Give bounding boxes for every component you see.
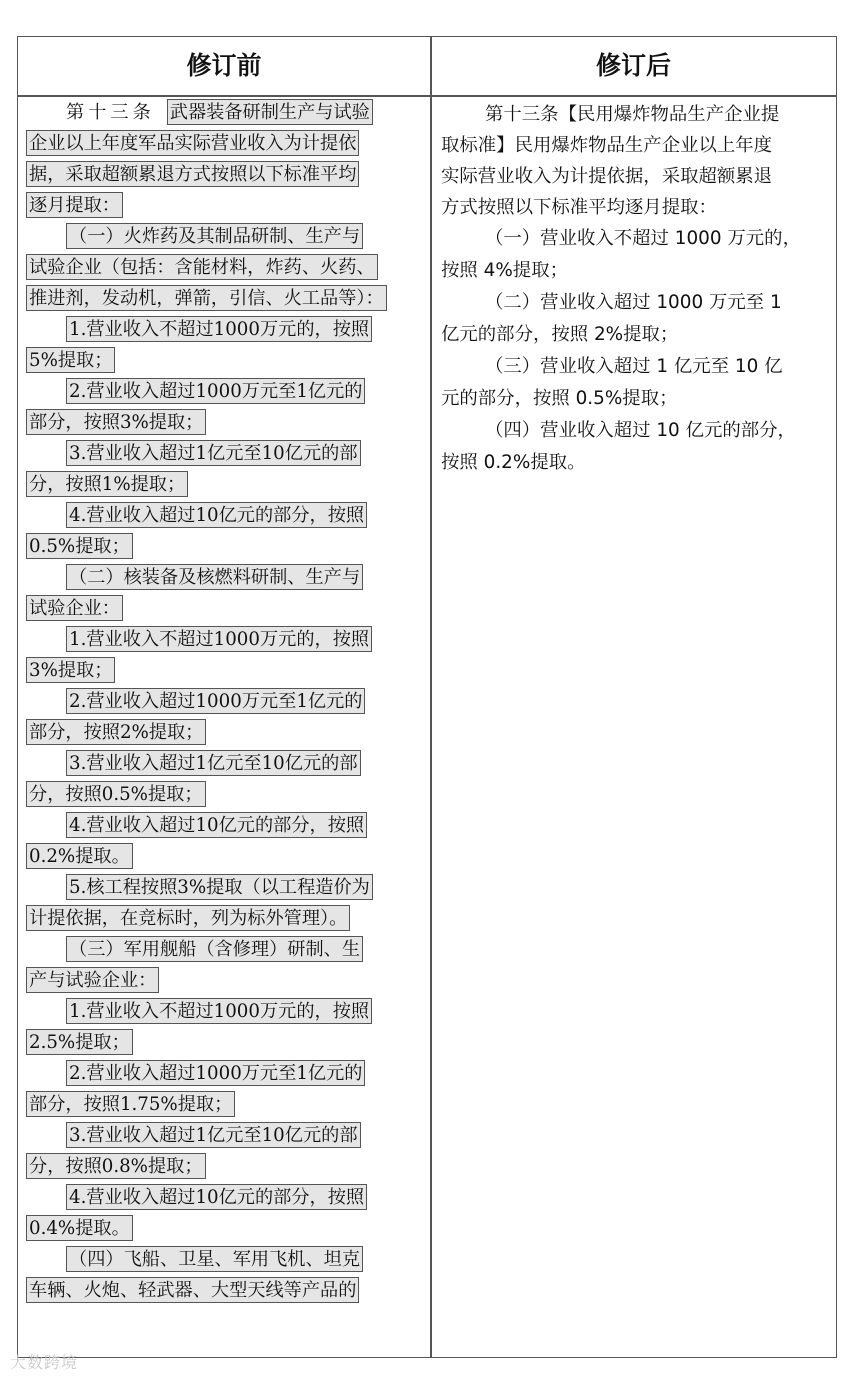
before-line bbox=[26, 501, 422, 532]
deleted-text: 逐月提取： bbox=[26, 192, 123, 218]
deleted-text: 据，采取超额累退方式按照以下标准平均 bbox=[26, 161, 359, 187]
before-line bbox=[26, 718, 422, 749]
after-line: 按照 0.2%提取。 bbox=[441, 452, 586, 473]
after-line: 第十三条【民用爆炸物品生产企业提 bbox=[485, 104, 780, 125]
after-line: （三）营业收入超过 1 亿元至 10 亿 bbox=[485, 356, 783, 377]
deleted-text: 5.核工程按照3%提取（以工程造价为 bbox=[66, 874, 373, 900]
before-line bbox=[26, 1121, 422, 1152]
deleted-text: 0.4%提取。 bbox=[26, 1215, 133, 1241]
before-line bbox=[26, 1059, 422, 1090]
deleted-text: 试验企业： bbox=[26, 595, 123, 621]
before-line bbox=[26, 1183, 422, 1214]
deleted-text: 3.营业收入超过1亿元至10亿元的部 bbox=[66, 1122, 361, 1148]
deleted-text: 分，按照0.5%提取； bbox=[26, 781, 206, 807]
before-line bbox=[26, 191, 422, 222]
deleted-text: 分，按照1%提取； bbox=[26, 471, 188, 497]
deleted-text: 2.营业收入超过1000万元至1亿元的 bbox=[66, 688, 365, 714]
before-line bbox=[26, 625, 422, 656]
before-line bbox=[26, 842, 422, 873]
before-column bbox=[26, 98, 422, 1338]
before-line bbox=[26, 222, 422, 253]
before-line bbox=[26, 532, 422, 563]
before-line bbox=[26, 1307, 422, 1338]
before-line bbox=[26, 377, 422, 408]
after-line: 实际营业收入为计提依据，采取超额累退 bbox=[441, 166, 773, 187]
before-line bbox=[26, 253, 422, 284]
before-line bbox=[26, 470, 422, 501]
deleted-text: 2.5%提取； bbox=[26, 1029, 133, 1055]
deleted-text: 部分，按照1.75%提取； bbox=[26, 1091, 235, 1117]
after-line: 方式按照以下标准平均逐月提取： bbox=[441, 197, 717, 218]
before-line bbox=[26, 98, 422, 129]
deleted-text: （一）火炸药及其制品研制、生产与 bbox=[66, 223, 363, 249]
deleted-text: （三）军用舰船（含修理）研制、生 bbox=[66, 936, 363, 962]
before-line bbox=[26, 439, 422, 470]
after-line: （二）营业收入超过 1000 万元至 1 bbox=[485, 292, 782, 313]
header-after: 修订后 bbox=[595, 51, 671, 80]
before-line bbox=[26, 1090, 422, 1121]
after-line: 按照 4%提取； bbox=[441, 260, 568, 281]
comparison-table bbox=[17, 36, 837, 1358]
before-line bbox=[26, 687, 422, 718]
after-line: 亿元的部分，按照 2%提取； bbox=[441, 324, 679, 345]
deleted-text: 5%提取； bbox=[26, 347, 115, 373]
deleted-text: 推进剂，发动机，弹箭，引信、火工品等）： bbox=[26, 285, 387, 311]
before-line bbox=[26, 594, 422, 625]
deleted-text: 3%提取； bbox=[26, 657, 115, 683]
before-line bbox=[26, 563, 422, 594]
watermark: 大数跨境 bbox=[10, 1353, 79, 1372]
after-column bbox=[441, 99, 829, 479]
deleted-text: 部分，按照2%提取； bbox=[26, 719, 206, 745]
before-line bbox=[26, 1276, 422, 1307]
before-line bbox=[26, 315, 422, 346]
before-line bbox=[26, 811, 422, 842]
before-line bbox=[26, 997, 422, 1028]
before-line bbox=[26, 780, 422, 811]
deleted-text: 0.5%提取； bbox=[26, 533, 133, 559]
before-line bbox=[26, 656, 422, 687]
deleted-text: 计提依据，在竞标时，列为标外管理）。 bbox=[26, 905, 350, 931]
deleted-text: 3.营业收入超过1亿元至10亿元的部 bbox=[66, 750, 361, 776]
before-line bbox=[26, 408, 422, 439]
deleted-text: 0.2%提取。 bbox=[26, 843, 133, 869]
deleted-text: 产与试验企业： bbox=[26, 967, 159, 993]
deleted-text: 企业以上年度军品实际营业收入为计提依 bbox=[26, 130, 359, 156]
before-line bbox=[26, 1214, 422, 1245]
deleted-text: 4.营业收入超过10亿元的部分，按照 bbox=[66, 812, 367, 838]
header-divider bbox=[18, 95, 836, 97]
before-line bbox=[26, 966, 422, 997]
deleted-text: 4.营业收入超过10亿元的部分，按照 bbox=[66, 502, 367, 528]
deleted-text: 分，按照0.8%提取； bbox=[26, 1153, 206, 1179]
before-line bbox=[26, 873, 422, 904]
before-line bbox=[26, 904, 422, 935]
before-line bbox=[26, 346, 422, 377]
after-line: （一）营业收入不超过 1000 万元的， bbox=[485, 228, 801, 249]
deleted-text: 部分，按照3%提取； bbox=[26, 409, 206, 435]
deleted-text: 1.营业收入不超过1000万元的，按照 bbox=[66, 998, 372, 1024]
deleted-text: （四）飞船、卫星、军用飞机、坦克 bbox=[66, 1246, 363, 1272]
before-line bbox=[26, 1152, 422, 1183]
deleted-text: 2.营业收入超过1000万元至1亿元的 bbox=[66, 1060, 365, 1086]
deleted-text: （二）核装备及核燃料研制、生产与 bbox=[66, 564, 363, 590]
after-line: 元的部分，按照 0.5%提取； bbox=[441, 388, 678, 409]
before-line bbox=[26, 749, 422, 780]
deleted-text: 3.营业收入超过1亿元至10亿元的部 bbox=[66, 440, 361, 466]
deleted-text: 4.营业收入超过10亿元的部分，按照 bbox=[66, 1184, 367, 1210]
deleted-text: 车辆、火炮、轻武器、大型天线等产品的 bbox=[26, 1277, 359, 1303]
deleted-text: 1.营业收入不超过1000万元的，按照 bbox=[66, 316, 372, 342]
deleted-text: 2.营业收入超过1000万元至1亿元的 bbox=[66, 378, 365, 404]
article-number: 第十三条 bbox=[66, 102, 155, 123]
deleted-text: 试验企业（包括：含能材料，炸药、火药、 bbox=[26, 254, 378, 280]
header-before: 修订前 bbox=[186, 51, 262, 80]
before-line bbox=[26, 160, 422, 191]
after-line: 取标准】民用爆炸物品生产企业以上年度 bbox=[441, 135, 773, 156]
deleted-text: 武器装备研制生产与试验 bbox=[167, 99, 373, 125]
after-line: （四）营业收入超过 10 亿元的部分， bbox=[485, 420, 796, 441]
before-line bbox=[26, 935, 422, 966]
before-line bbox=[26, 129, 422, 160]
column-divider bbox=[430, 37, 432, 1357]
before-line bbox=[26, 1028, 422, 1059]
deleted-text: 1.营业收入不超过1000万元的，按照 bbox=[66, 626, 372, 652]
before-line bbox=[26, 1245, 422, 1276]
before-line bbox=[26, 284, 422, 315]
